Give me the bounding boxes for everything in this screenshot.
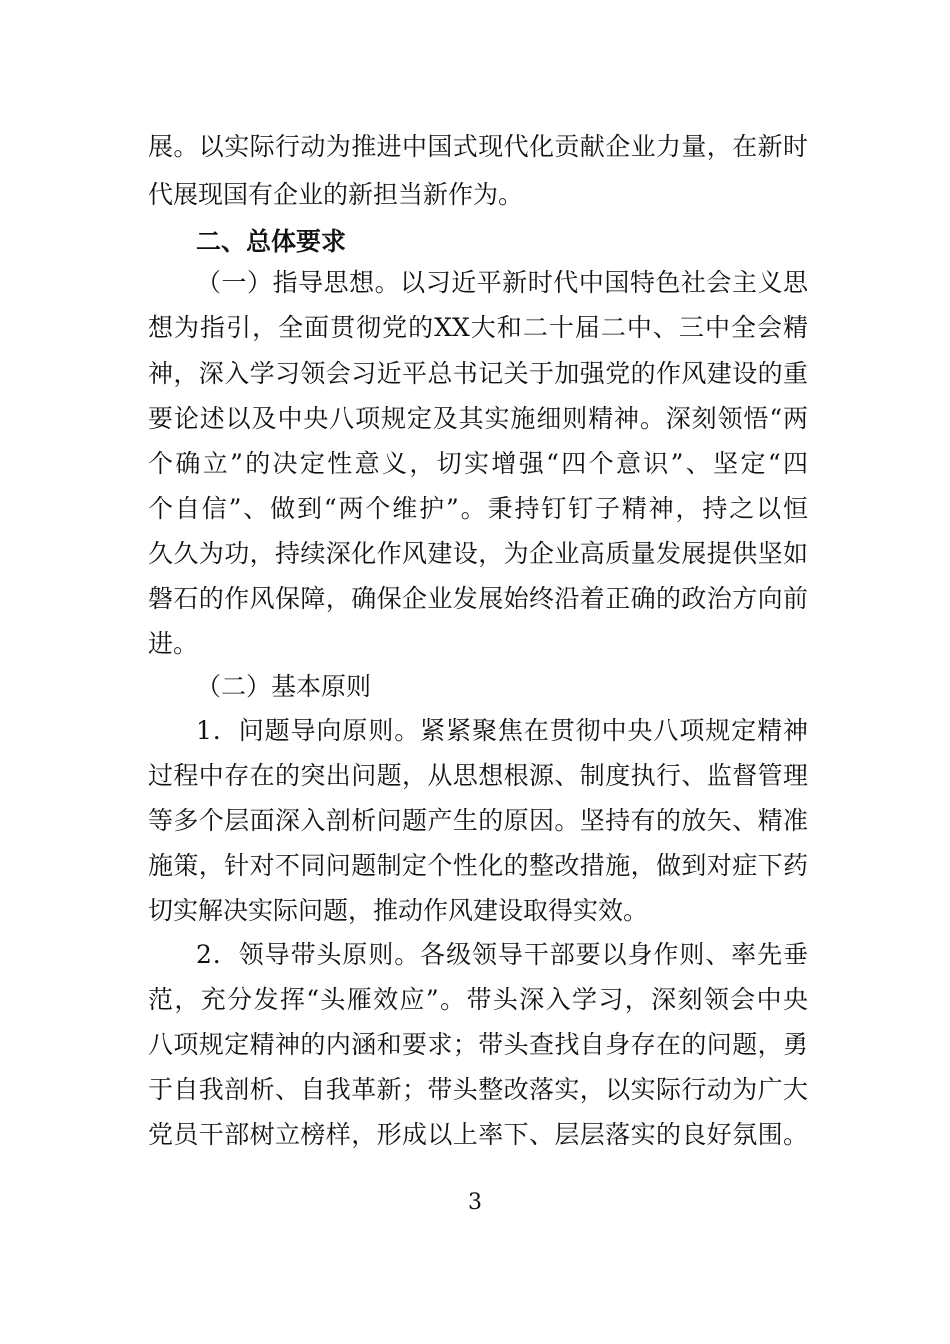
paragraph-line: 神，深入学习领会习近平总书记关于加强党的作风建设的重 [148, 359, 808, 388]
paragraph-first-line: 1．问题导向原则。紧紧聚焦在贯彻中央八项规定精神 [196, 716, 808, 745]
subsection-heading: （二）基本原则 [196, 672, 372, 701]
paragraph-line: 范，充分发挥“头雁效应”。带头深入学习，深刻领会中央 [148, 985, 808, 1014]
paragraph-line: 等多个层面深入剖析问题产生的原因。坚持有的放矢、精准 [148, 806, 808, 835]
paragraph-line: 党员干部树立榜样，形成以上率下、层层落实的良好氛围。 [148, 1120, 808, 1149]
paragraph-line: 代展现国有企业的新担当新作为。 [148, 180, 524, 209]
paragraph-line: 于自我剖析、自我革新；带头整改落实，以实际行动为广大 [148, 1075, 808, 1104]
paragraph-line: 展。以实际行动为推进中国式现代化贡献企业力量，在新时 [148, 132, 808, 161]
paragraph-line: 进。 [148, 629, 199, 658]
paragraph-line: 过程中存在的突出问题，从思想根源、制度执行、监督管理 [148, 761, 808, 790]
page-number: 3 [468, 1190, 482, 1215]
paragraph-line: 要论述以及中央八项规定及其实施细则精神。深刻领悟“两 [148, 404, 808, 433]
paragraph-line: 切实解决实际问题，推动作风建设取得实效。 [148, 896, 649, 925]
paragraph-line: 久久为功，持续深化作风建设，为企业高质量发展提供坚如 [148, 539, 808, 568]
paragraph-line: 想为指引，全面贯彻党的XX大和二十届二中、三中全会精 [148, 313, 808, 342]
section-heading: 二、总体要求 [196, 227, 347, 256]
paragraph-first-line: 2．领导带头原则。各级领导干部要以身作则、率先垂 [196, 940, 808, 969]
paragraph-line: 个自信”、做到“两个维护”。秉持钉钉子精神，持之以恒 [148, 494, 808, 523]
paragraph-first-line: （一）指导思想。以习近平新时代中国特色社会主义思 [196, 268, 808, 297]
paragraph-line: 施策，针对不同问题制定个性化的整改措施，做到对症下药 [148, 851, 808, 880]
paragraph-line: 磐石的作风保障，确保企业发展始终沿着正确的政治方向前 [148, 584, 808, 613]
paragraph-line: 个确立”的决定性意义，切实增强“四个意识”、坚定“四 [148, 449, 808, 478]
paragraph-line: 八项规定精神的内涵和要求；带头查找自身存在的问题，勇 [148, 1030, 808, 1059]
